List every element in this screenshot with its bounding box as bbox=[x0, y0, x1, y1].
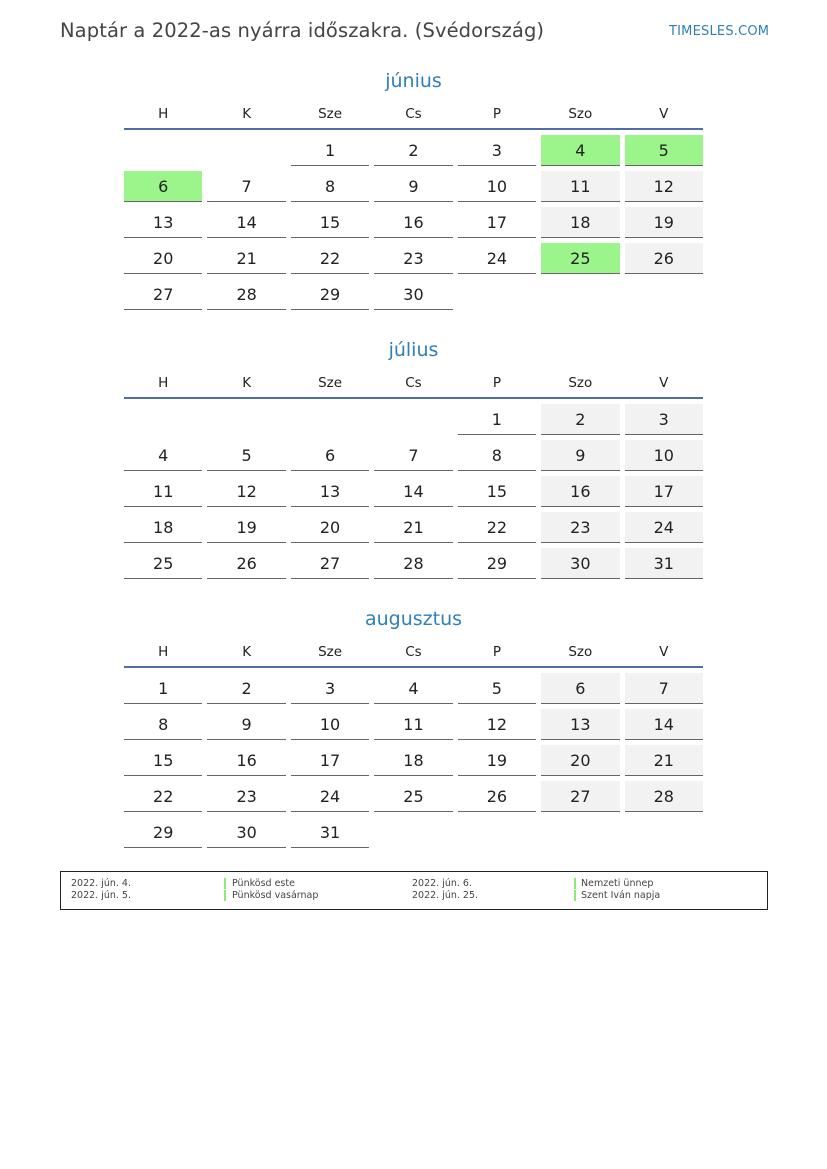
holiday-color-marker bbox=[574, 878, 576, 889]
day-cell: 28 bbox=[625, 781, 703, 812]
day-cell: 16 bbox=[374, 207, 452, 238]
day-cell: 10 bbox=[625, 440, 703, 471]
day-cell: 26 bbox=[458, 781, 536, 812]
day-cell: 9 bbox=[207, 709, 285, 740]
day-grid bbox=[124, 673, 703, 853]
weekday-label: H bbox=[158, 375, 169, 391]
day-grid bbox=[124, 404, 703, 584]
weekday-label: Cs bbox=[405, 106, 422, 122]
day-cell: 25 bbox=[124, 548, 202, 579]
weekday-label: P bbox=[492, 106, 501, 122]
legend-date: 2022. jún. 6. bbox=[412, 878, 473, 889]
day-cell: 20 bbox=[291, 512, 369, 543]
day-cell: 8 bbox=[291, 171, 369, 202]
day-cell: 28 bbox=[207, 279, 285, 310]
day-cell: 30 bbox=[541, 548, 619, 579]
holiday-color-marker bbox=[224, 890, 226, 901]
weekday-label: H bbox=[158, 644, 169, 660]
day-cell: 22 bbox=[458, 512, 536, 543]
empty-day-cell bbox=[458, 817, 536, 848]
day-cell: 10 bbox=[291, 709, 369, 740]
weekday-label: Cs bbox=[405, 375, 422, 391]
day-cell: 13 bbox=[291, 476, 369, 507]
legend-holiday-name: Nemzeti ünnep bbox=[581, 878, 654, 889]
day-cell: 2 bbox=[207, 673, 285, 704]
day-cell: 29 bbox=[291, 279, 369, 310]
weekday-label: Szo bbox=[568, 106, 593, 122]
day-cell: 15 bbox=[291, 207, 369, 238]
day-cell: 26 bbox=[625, 243, 703, 274]
day-cell: 30 bbox=[374, 279, 452, 310]
holiday-day-cell: 4 bbox=[541, 135, 619, 166]
day-cell: 1 bbox=[291, 135, 369, 166]
day-cell: 17 bbox=[458, 207, 536, 238]
empty-day-cell bbox=[124, 404, 202, 435]
day-cell: 15 bbox=[458, 476, 536, 507]
day-cell: 14 bbox=[207, 207, 285, 238]
page-title: Naptár a 2022-as nyárra időszakra. (Svédország) bbox=[60, 19, 545, 42]
weekday-label: Szo bbox=[568, 375, 593, 391]
day-cell: 27 bbox=[541, 781, 619, 812]
legend-holiday-name: Pünkösd vasárnap bbox=[232, 890, 319, 901]
day-cell: 18 bbox=[541, 207, 619, 238]
day-cell: 31 bbox=[291, 817, 369, 848]
day-cell: 11 bbox=[124, 476, 202, 507]
day-cell: 30 bbox=[207, 817, 285, 848]
week-row bbox=[124, 404, 703, 440]
day-grid bbox=[124, 135, 703, 315]
day-cell: 11 bbox=[374, 709, 452, 740]
day-cell: 4 bbox=[124, 440, 202, 471]
holiday-day-cell: 5 bbox=[625, 135, 703, 166]
day-cell: 7 bbox=[207, 171, 285, 202]
day-cell: 16 bbox=[541, 476, 619, 507]
empty-day-cell bbox=[291, 404, 369, 435]
day-cell: 22 bbox=[291, 243, 369, 274]
day-cell: 29 bbox=[458, 548, 536, 579]
empty-day-cell bbox=[625, 279, 703, 310]
day-cell: 13 bbox=[124, 207, 202, 238]
empty-day-cell bbox=[541, 817, 619, 848]
day-cell: 21 bbox=[207, 243, 285, 274]
day-cell: 3 bbox=[458, 135, 536, 166]
day-cell: 24 bbox=[625, 512, 703, 543]
empty-day-cell bbox=[124, 135, 202, 166]
week-row bbox=[124, 207, 703, 243]
day-cell: 15 bbox=[124, 745, 202, 776]
day-cell: 6 bbox=[291, 440, 369, 471]
month-title: június bbox=[385, 70, 442, 92]
day-cell: 19 bbox=[207, 512, 285, 543]
weekday-label: K bbox=[242, 106, 252, 122]
month-august bbox=[124, 606, 703, 853]
day-cell: 2 bbox=[374, 135, 452, 166]
day-cell: 29 bbox=[124, 817, 202, 848]
week-row bbox=[124, 476, 703, 512]
week-row bbox=[124, 709, 703, 745]
month-title: augusztus bbox=[364, 608, 463, 630]
brand-link[interactable]: TIMESLES.COM bbox=[669, 24, 770, 39]
day-cell: 22 bbox=[124, 781, 202, 812]
week-row bbox=[124, 817, 703, 853]
day-cell: 3 bbox=[625, 404, 703, 435]
empty-day-cell bbox=[458, 279, 536, 310]
day-cell: 5 bbox=[458, 673, 536, 704]
day-cell: 20 bbox=[541, 745, 619, 776]
day-cell: 19 bbox=[458, 745, 536, 776]
day-cell: 14 bbox=[625, 709, 703, 740]
month-title: július bbox=[388, 339, 439, 361]
empty-day-cell bbox=[625, 817, 703, 848]
weekday-label: V bbox=[659, 644, 669, 660]
day-cell: 8 bbox=[124, 709, 202, 740]
day-cell: 23 bbox=[207, 781, 285, 812]
day-cell: 21 bbox=[374, 512, 452, 543]
day-cell: 21 bbox=[625, 745, 703, 776]
day-cell: 2 bbox=[541, 404, 619, 435]
day-cell: 6 bbox=[541, 673, 619, 704]
day-cell: 1 bbox=[124, 673, 202, 704]
day-cell: 8 bbox=[458, 440, 536, 471]
day-cell: 27 bbox=[291, 548, 369, 579]
day-cell: 24 bbox=[458, 243, 536, 274]
day-cell: 13 bbox=[541, 709, 619, 740]
legend-holiday-name: Szent Iván napja bbox=[581, 890, 661, 901]
day-cell: 26 bbox=[207, 548, 285, 579]
day-cell: 16 bbox=[207, 745, 285, 776]
weekday-label: Szo bbox=[568, 644, 593, 660]
empty-day-cell bbox=[207, 404, 285, 435]
header-divider bbox=[124, 397, 703, 399]
day-cell: 27 bbox=[124, 279, 202, 310]
weekday-header bbox=[124, 106, 703, 128]
header-divider bbox=[124, 128, 703, 130]
day-cell: 5 bbox=[207, 440, 285, 471]
holiday-legend bbox=[60, 871, 768, 910]
holiday-color-marker bbox=[574, 890, 576, 901]
day-cell: 7 bbox=[374, 440, 452, 471]
week-row bbox=[124, 279, 703, 315]
month-june bbox=[124, 68, 703, 315]
day-cell: 23 bbox=[541, 512, 619, 543]
legend-holiday-name: Pünkösd este bbox=[232, 878, 295, 889]
weekday-label: Sze bbox=[318, 375, 343, 391]
legend-date: 2022. jún. 4. bbox=[71, 878, 132, 889]
day-cell: 23 bbox=[374, 243, 452, 274]
empty-day-cell bbox=[207, 135, 285, 166]
day-cell: 1 bbox=[458, 404, 536, 435]
weekday-label: K bbox=[242, 375, 252, 391]
week-row bbox=[124, 135, 703, 171]
weekday-label: V bbox=[659, 375, 669, 391]
day-cell: 4 bbox=[374, 673, 452, 704]
day-cell: 12 bbox=[458, 709, 536, 740]
empty-day-cell bbox=[374, 817, 452, 848]
holiday-day-cell: 6 bbox=[124, 171, 202, 202]
day-cell: 12 bbox=[207, 476, 285, 507]
empty-day-cell bbox=[374, 404, 452, 435]
week-row bbox=[124, 673, 703, 709]
week-row bbox=[124, 548, 703, 584]
week-row bbox=[124, 745, 703, 781]
weekday-header bbox=[124, 375, 703, 397]
day-cell: 14 bbox=[374, 476, 452, 507]
weekday-header bbox=[124, 644, 703, 666]
day-cell: 17 bbox=[625, 476, 703, 507]
day-cell: 7 bbox=[625, 673, 703, 704]
day-cell: 12 bbox=[625, 171, 703, 202]
day-cell: 9 bbox=[374, 171, 452, 202]
week-row bbox=[124, 781, 703, 817]
day-cell: 25 bbox=[374, 781, 452, 812]
day-cell: 18 bbox=[374, 745, 452, 776]
weekday-label: H bbox=[158, 106, 169, 122]
day-cell: 3 bbox=[291, 673, 369, 704]
header-divider bbox=[124, 666, 703, 668]
legend-date: 2022. jún. 25. bbox=[412, 890, 479, 901]
week-row bbox=[124, 512, 703, 548]
legend-date: 2022. jún. 5. bbox=[71, 890, 132, 901]
legend-row bbox=[61, 878, 767, 890]
day-cell: 17 bbox=[291, 745, 369, 776]
weekday-label: K bbox=[242, 644, 252, 660]
day-cell: 24 bbox=[291, 781, 369, 812]
day-cell: 9 bbox=[541, 440, 619, 471]
weekday-label: V bbox=[659, 106, 669, 122]
weekday-label: Sze bbox=[318, 106, 343, 122]
month-july bbox=[124, 337, 703, 584]
day-cell: 18 bbox=[124, 512, 202, 543]
legend-row bbox=[61, 890, 767, 902]
day-cell: 11 bbox=[541, 171, 619, 202]
weekday-label: Sze bbox=[318, 644, 343, 660]
weekday-label: Cs bbox=[405, 644, 422, 660]
week-row bbox=[124, 243, 703, 279]
day-cell: 10 bbox=[458, 171, 536, 202]
weekday-label: P bbox=[492, 375, 501, 391]
day-cell: 31 bbox=[625, 548, 703, 579]
empty-day-cell bbox=[541, 279, 619, 310]
week-row bbox=[124, 171, 703, 207]
day-cell: 19 bbox=[625, 207, 703, 238]
week-row bbox=[124, 440, 703, 476]
holiday-day-cell: 25 bbox=[541, 243, 619, 274]
weekday-label: P bbox=[492, 644, 501, 660]
day-cell: 28 bbox=[374, 548, 452, 579]
holiday-color-marker bbox=[224, 878, 226, 889]
day-cell: 20 bbox=[124, 243, 202, 274]
